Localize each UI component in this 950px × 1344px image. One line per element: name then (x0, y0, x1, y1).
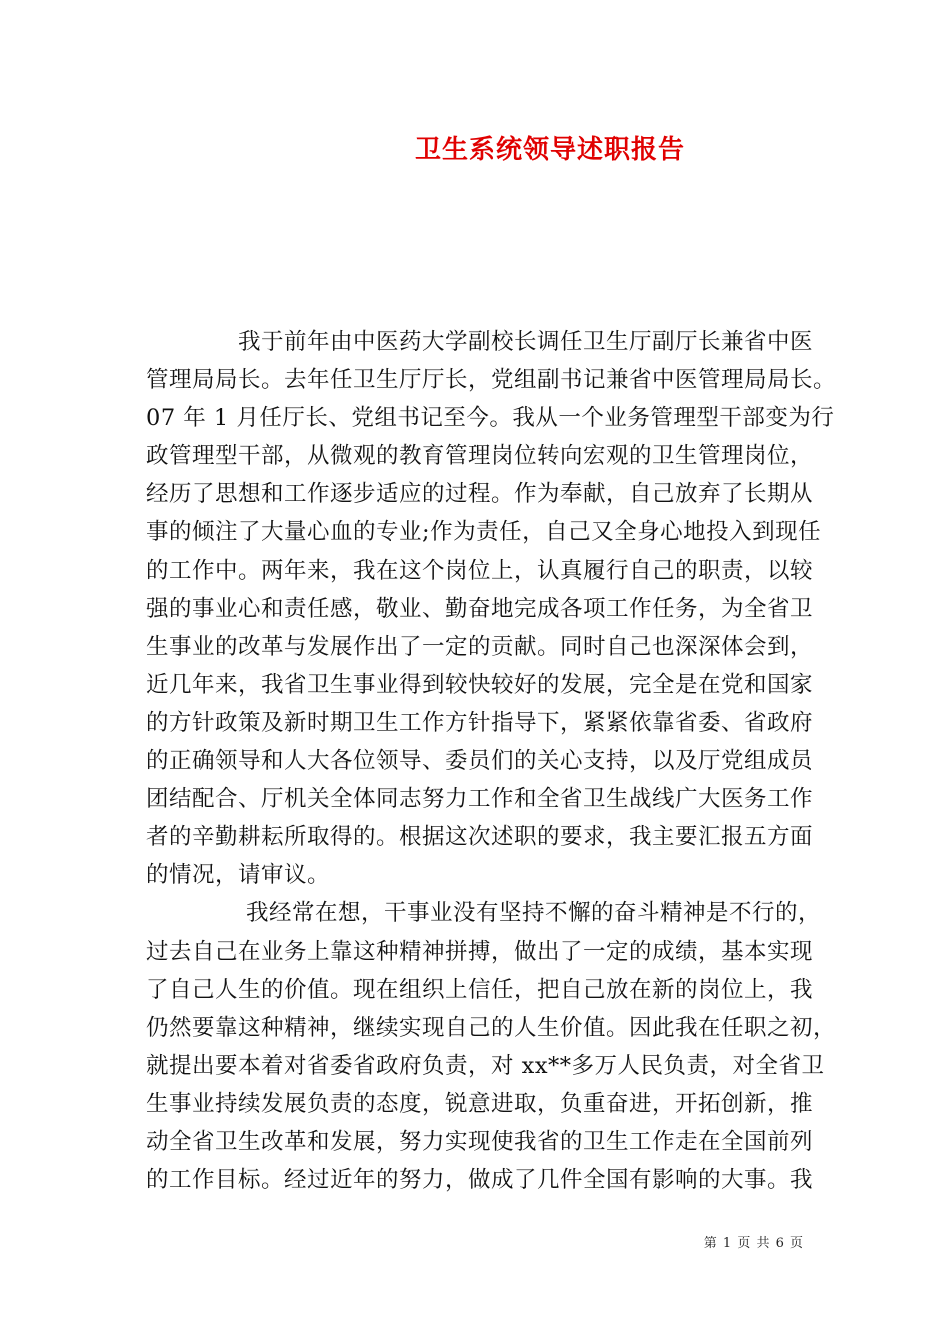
paragraph-1-line-13: 团结配合、厅机关全体同志努力工作和全省卫生战线广大医务工作 (146, 786, 814, 813)
paragraph-1-line-10: 近几年来，我省卫生事业得到较快较好的发展，完全是在党和国家 (146, 671, 814, 698)
paragraph-2-line-6: 生事业持续发展负责的态度，锐意进取，负重奋进，开拓创新，推 (146, 1090, 814, 1117)
document-title-text: 卫生系统领导述职报告 (414, 135, 685, 165)
paragraph-1-line-9: 生事业的改革与发展作出了一定的贡献。同时自己也深深体会到， (146, 633, 814, 660)
paragraph-2-line-2: 过去自己在业务上靠这种精神拼搏，做出了一定的成绩，基本实现 (146, 938, 814, 965)
paragraph-1-line-5: 经历了思想和工作逐步适应的过程。作为奉献，自己放弃了长期从 (146, 481, 814, 508)
paragraph-1-line-15: 的情况，请审议。 (146, 862, 331, 889)
paragraph-2-line-5: 就提出要本着对省委省政府负责，对 xx**多万人民负责，对全省卫 (146, 1052, 825, 1079)
paragraph-1-line-8: 强的事业心和责任感，敬业、勤奋地完成各项工作任务，为全省卫 (146, 595, 814, 622)
paragraph-1-line-1: 我于前年由中医药大学副校长调任卫生厅副厅长兼省中医 (238, 329, 814, 355)
paragraph-1-line-2: 管理局局长。去年任卫生厅厅长，党组副书记兼省中医管理局局长。 (146, 367, 837, 394)
paragraph-2-line-4: 仍然要靠这种精神，继续实现自己的人生价值。因此我在任职之初， (146, 1014, 837, 1041)
paragraph-1-line-6: 事的倾注了大量心血的专业;作为责任，自己又全身心地投入到现任 (146, 519, 822, 546)
paragraph-2-line-8: 的工作目标。经过近年的努力，做成了几件全国有影响的大事。我 (146, 1167, 814, 1194)
paragraph-1-line-4: 政管理型干部，从微观的教育管理岗位转向宏观的卫生管理岗位， (146, 443, 814, 470)
page-number-footer: 第 1 页 共 6 页 (703, 1236, 804, 1251)
document-title (0, 128, 950, 172)
paragraph-1-line-7: 的工作中。两年来，我在这个岗位上，认真履行自己的职责，以较 (146, 557, 814, 584)
paragraph-2-line-3: 了自己人生的价值。现在组织上信任，把自己放在新的岗位上，我 (146, 976, 814, 1003)
paragraph-1-line-12: 的正确领导和人大各位领导、委员们的关心支持，以及厅党组成员 (146, 748, 814, 775)
paragraph-2-line-1: 我经常在想，干事业没有坚持不懈的奋斗精神是不行的， (246, 900, 822, 927)
document-body (146, 323, 837, 1199)
paragraph-1-line-3: 07 年 1 月任厅长、党组书记至今。我从一个业务管理型干部变为行 (146, 405, 835, 432)
paragraph-2-line-7: 动全省卫生改革和发展，努力实现使我省的卫生工作走在全国前列 (146, 1128, 814, 1155)
paragraph-1-line-11: 的方针政策及新时期卫生工作方针指导下，紧紧依靠省委、省政府 (146, 709, 814, 736)
paragraph-1-line-14: 者的辛勤耕耘所取得的。根据这次述职的要求，我主要汇报五方面 (146, 824, 814, 851)
